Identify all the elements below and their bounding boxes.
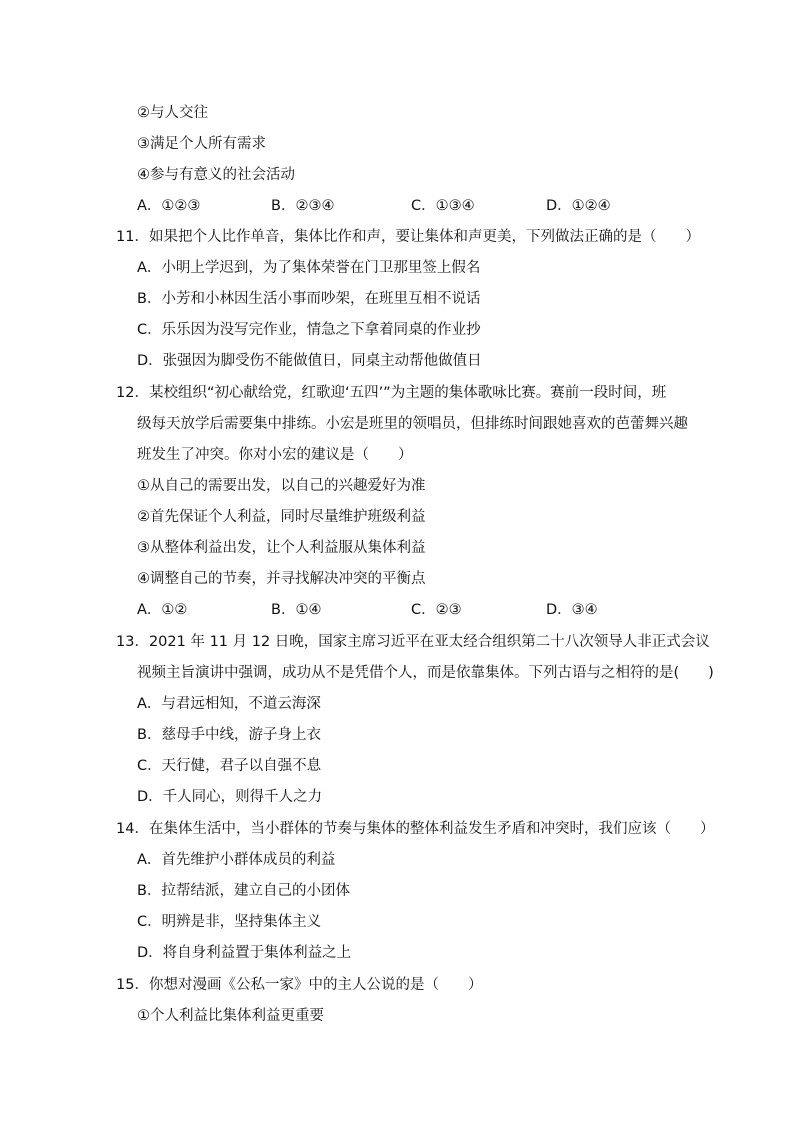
statement-4: ④参与有意义的社会活动 [137,167,295,183]
q12-statement-3: ③从整体利益出发，让个人利益服从集体利益 [137,540,426,556]
statement-3: ③满足个人所有需求 [137,136,266,152]
q11-option-b: B．小芳和小林因生活小事而吵架，在班里互相不说话 [137,291,481,307]
q10-option-d: D．①②④ [546,198,611,214]
q14-option-a: A．首先维护小群体成员的利益 [137,852,336,868]
question-12: 12．某校组织“初心献给党，红歌迎‘五四’”为主题的集体歌咏比赛。赛前一段时间，班 [116,385,667,401]
q11-option-d: D．张强因为脚受伤不能做值日，同桌主动帮他做值日 [137,353,482,369]
question-13-cont: 视频主旨演讲中强调，成功从不是凭借个人，而是依靠集体。下列古语与之相符的是( ) [137,665,714,681]
q11-option-c: C．乐乐因为没写完作业，情急之下拿着同桌的作业抄 [137,322,481,338]
q13-option-c: C．天行健，君子以自强不息 [137,758,322,774]
q12-statement-4: ④调整自己的节奏，并寻找解决冲突的平衡点 [137,571,426,587]
question-11: 11．如果把个人比作单音，集体比作和声，要让集体和声更美，下列做法正确的是（ ） [116,229,700,245]
q12-option-d: D．③④ [546,602,598,618]
q14-option-d: D．将自身利益置于集体利益之上 [137,945,352,961]
q11-option-a: A．小明上学迟到，为了集体荣誉在门卫那里签上假名 [137,260,481,276]
q12-option-b: B．①④ [271,602,322,618]
q13-option-d: D．千人同心，则得千人之力 [137,789,323,805]
q14-option-b: B．拉帮结派，建立自己的小团体 [137,883,350,899]
q13-option-b: B．慈母手中线，游子身上衣 [137,727,321,743]
question-15: 15．你想对漫画《公私一家》中的主人公说的是（ ） [116,977,483,993]
q10-option-b: B．②③④ [271,198,335,214]
q13-option-a: A．与君远相知，不道云海深 [137,696,321,712]
q10-option-a: A．①②③ [137,198,201,214]
q12-statement-1: ①从自己的需要出发，以自己的兴趣爱好为准 [137,478,426,494]
q10-option-c: C．①③④ [411,198,475,214]
question-12-cont: 级每天放学后需要集中排练。小宏是班里的领唱员，但排练时间跟她喜欢的芭蕾舞兴趣 [137,416,688,432]
q14-option-c: C．明辨是非，坚持集体主义 [137,914,322,930]
q15-statement-1: ①个人利益比集体利益更重要 [137,1008,324,1024]
statement-2: ②与人交往 [137,105,208,121]
question-13: 13．2021 年 11 月 12 日晚，国家主席习近平在亚太经合组织第二十八次领导人非正式会议 [116,634,710,650]
q12-option-c: C．②③ [411,602,462,618]
question-12-cont: 班发生了冲突。你对小宏的建议是（ ） [137,447,413,463]
q12-statement-2: ②首先保证个人利益，同时尽量维护班级利益 [137,509,426,525]
question-14: 14．在集体生活中，当小群体的节奏与集体的整体利益发生矛盾和冲突时，我们应该（ ） [116,821,715,837]
q12-option-a: A．①② [137,602,188,618]
